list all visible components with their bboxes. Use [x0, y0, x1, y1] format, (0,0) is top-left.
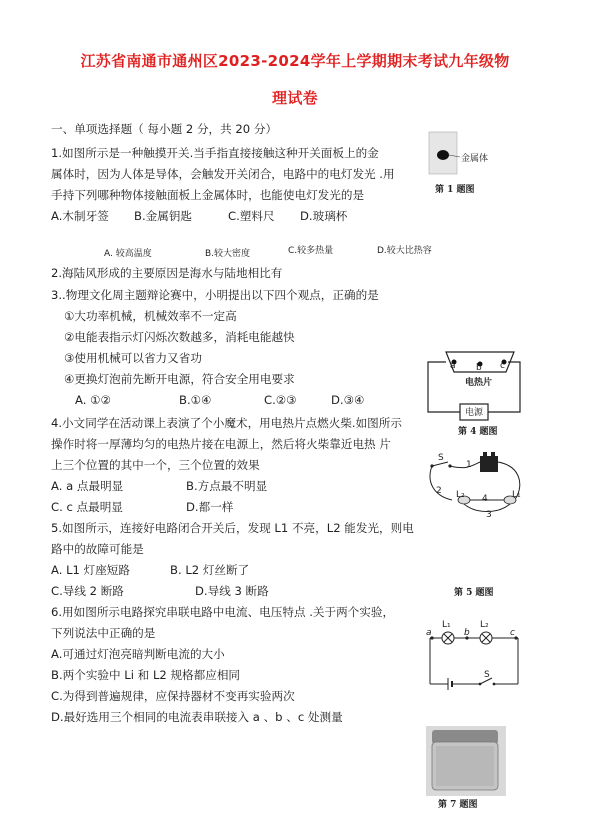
figure-4-point-a: a: [450, 361, 456, 371]
q3-option-c: C.②③: [264, 393, 297, 407]
figure-6-point-a: a: [426, 628, 432, 638]
document-title-line2: 理试卷: [272, 89, 318, 107]
figure-5-switch-label: S: [438, 453, 444, 463]
q3-option-d: D.③④: [331, 393, 365, 407]
q1-line3: 手持下列哪种物体接触面板上金属体时，也能使电灯发光的是: [51, 188, 365, 202]
figure-4-source-label: 电源: [465, 408, 484, 418]
figure-4-point-c: c: [500, 361, 505, 371]
q5-line1: 5.如图所示，连接好电路闭合开关后，发现 L1 不亮，L2 能发光，则电: [51, 521, 414, 535]
figure-5-wire-1: 1: [466, 460, 472, 470]
stray-option-b: B.较大密度: [205, 249, 251, 259]
figure-5-lamp-l1: L₁: [512, 490, 521, 500]
stray-option-c: C.较多热量: [288, 246, 334, 256]
figure-5-wire-2: 2: [436, 486, 442, 496]
document-title-line1: 江苏省南通市通州区2023-2024学年上学期期末考试九年级物: [80, 52, 510, 70]
q6-option-b: B.两个实验中 Li 和 L2 规格都应相同: [51, 668, 241, 682]
q3-statement-1: ①大功率机械，机械效率不一定高: [64, 309, 237, 323]
figure-4-point-b: b: [476, 363, 482, 373]
figure-6-series-circuit: [424, 618, 524, 692]
q5-option-c: C.导线 2 断路: [51, 584, 124, 598]
q1-line1: 1.如图所示是一种触摸开关.当手指直接接触这种开关面板上的金: [51, 146, 379, 160]
q3-option-b: B.①④: [179, 393, 212, 407]
figure-4-plate-label: 电热片: [465, 378, 493, 388]
figure-5-wire-4: 4: [482, 494, 488, 504]
q3-statement-3: ③使用机械可以省力又省功: [64, 351, 202, 365]
figure-5-wire-3: 3: [486, 510, 492, 520]
figure-6-point-b: b: [464, 628, 470, 638]
q6-option-a: A.可通过灯泡亮暗判断电流的大小: [51, 647, 225, 661]
q1-line2: 属体时，因为人体是导体，会触发开关闭合，电路中的电灯发光 .用: [51, 167, 395, 181]
figure-5-circuit: [426, 448, 530, 520]
figure-1-touch-switch: [425, 130, 497, 200]
q5-line2: 路中的故障可能是: [51, 542, 144, 556]
q4-option-c: C. c 点最明显: [51, 500, 123, 514]
q6-line1: 6.用如图所示电路探究串联电路中电流、电压特点 .关于两个实验，: [51, 605, 395, 619]
figure-7-caption: 第 7 题图: [438, 800, 478, 810]
figure-5-caption: 第 5 题图: [454, 588, 494, 598]
figure-6-switch-label: S: [484, 670, 490, 680]
q5-option-a: A. L1 灯座短路: [51, 563, 130, 577]
q3-statement-2: ②电能表指示灯闪烁次数越多，消耗电能越快: [64, 330, 295, 344]
q2-stem: 2.海陆风形成的主要原因是海水与陆地相比有: [51, 266, 283, 280]
q3-statement-4: ④更换灯泡前先断开电源，符合安全用电要求: [64, 372, 295, 386]
figure-6-lamp-l1: L₁: [442, 620, 451, 630]
figure-1-label: 金属体: [461, 154, 489, 164]
q6-line2: 下列说法中正确的是: [51, 626, 156, 640]
q1-option-d: D.玻璃杯: [300, 209, 348, 223]
q3-option-a: A. ①②: [75, 393, 111, 407]
figure-4-caption: 第 4 题图: [458, 427, 498, 437]
q4-option-a: A. a 点最明显: [51, 479, 124, 493]
q4-line1: 4.小文同学在活动课上表演了个小魔术，用电热片点燃火柴.如图所示: [51, 416, 402, 430]
q4-line3: 上三个位置的其中一个，三个位置的效果: [51, 458, 260, 472]
figure-7-device-photo: [424, 724, 508, 816]
figure-6-lamp-l2: L₂: [480, 620, 489, 630]
q1-option-b: B.金属钥匙: [134, 209, 193, 223]
q3-stem: 3..物理文化周主题辩论赛中，小明提出以下四个观点，正确的是: [51, 288, 379, 302]
q4-option-d: D.都一样: [186, 500, 234, 514]
q1-option-a: A.木制牙签: [51, 209, 109, 223]
q5-option-d: D.导线 3 断路: [195, 584, 269, 598]
q6-option-d: D.最好选用三个相同的电流表串联接入 a 、b 、c 处测量: [51, 710, 343, 724]
q4-line2: 操作时将一厚薄均匀的电热片接在电源上，然后将火柴靠近电热 片: [51, 437, 391, 451]
q1-option-c: C.塑料尺: [228, 209, 275, 223]
figure-5-lamp-l2: L₂: [456, 490, 465, 500]
figure-4-heating-plate: [424, 350, 524, 440]
q4-option-b: B.方点最不明显: [186, 479, 268, 493]
q6-option-c: C.为得到普遍规律，应保持器材不变再实验两次: [51, 689, 295, 703]
section-heading: 一、单项选择题（ 每小题 2 分，共 20 分）: [51, 122, 278, 136]
figure-6-point-c: c: [510, 628, 515, 638]
stray-option-d: D.较大比热容: [377, 246, 432, 256]
figure-1-caption: 第 1 题图: [435, 185, 475, 195]
q5-option-b: B. L2 灯丝断了: [170, 563, 250, 577]
stray-option-a: A. 较高温度: [104, 249, 152, 259]
